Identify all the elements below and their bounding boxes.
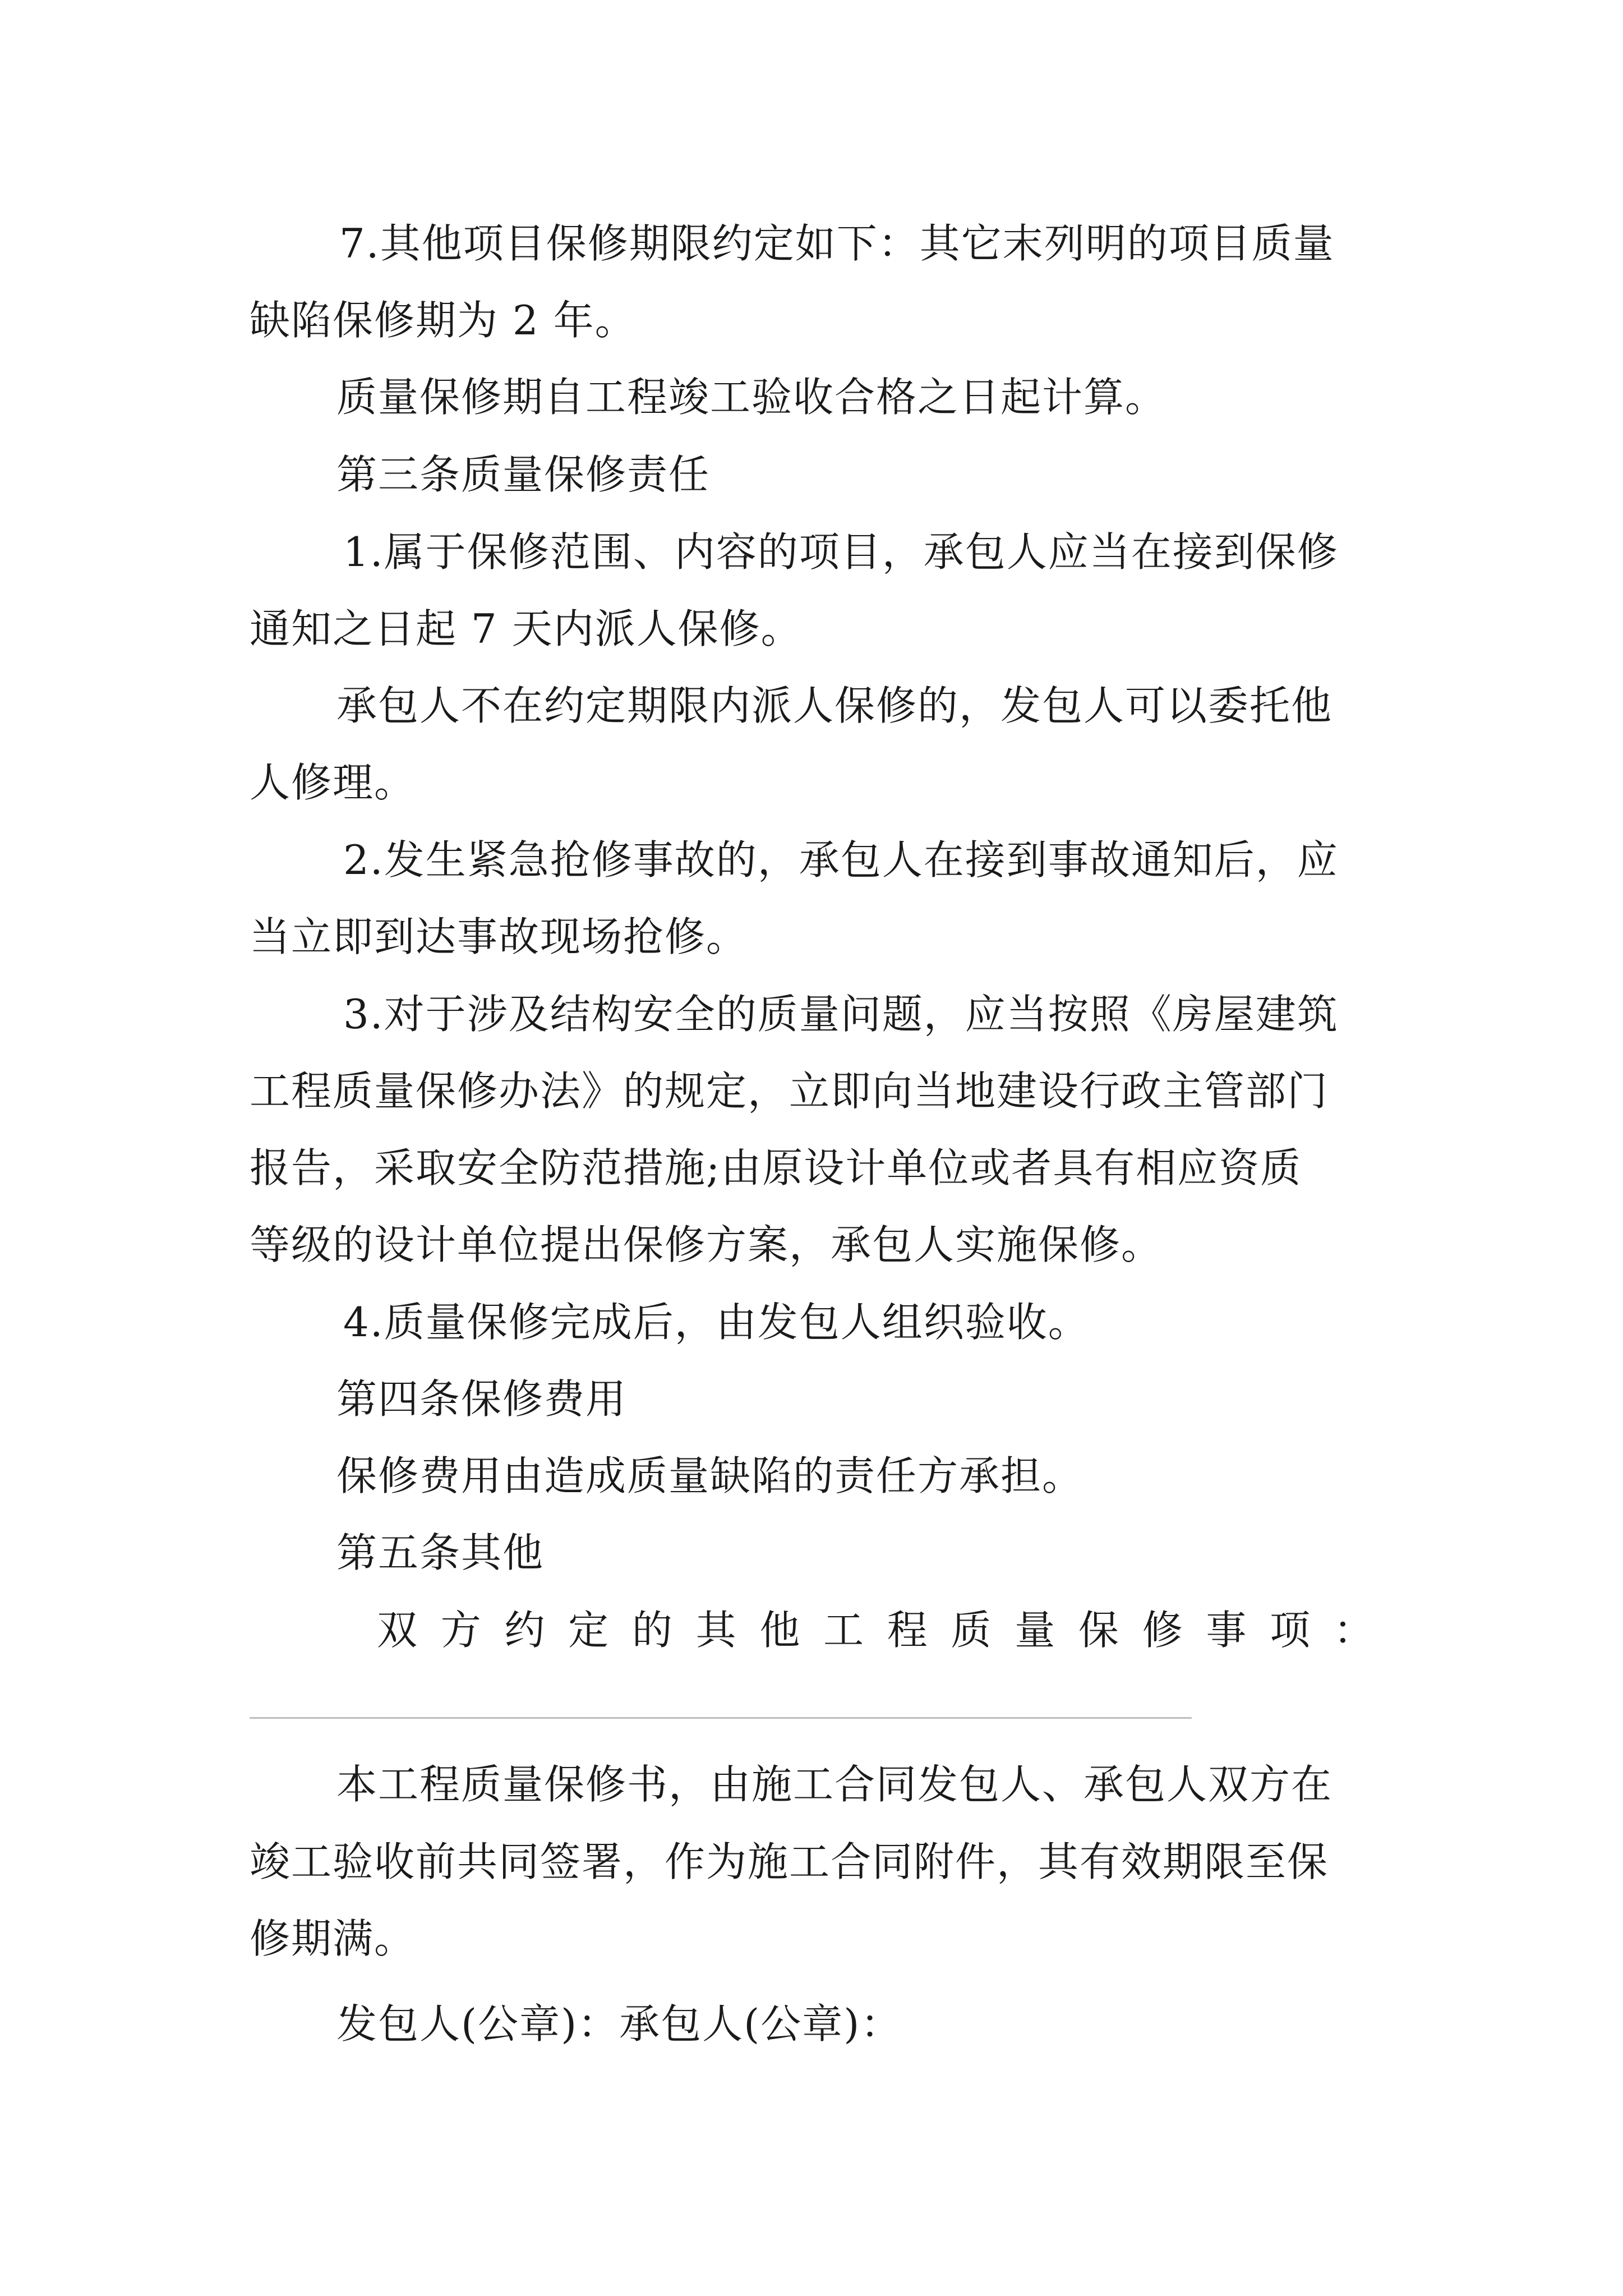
warranty-start-paragraph: 质量保修期自工程竣工验收合格之日起计算。 xyxy=(336,374,1167,421)
clause-7-line-2: 缺陷保修期为 2 年。 xyxy=(250,297,637,344)
closing-paragraph-line-1: 本工程质量保修书，由施工合同发包人、承包人双方在 xyxy=(336,1761,1333,1808)
other-matters-char: 修 xyxy=(1142,1607,1184,1654)
delegation-paragraph-line-2: 人修理。 xyxy=(250,759,416,806)
other-matters-char: 他 xyxy=(759,1607,801,1654)
article-3-item-1-line-1: 1.属于保修范围、内容的项目，承包人应当在接到保修 xyxy=(343,528,1339,576)
other-matters-char: 约 xyxy=(504,1607,546,1654)
article-3-item-3-line-1: 3.对于涉及结构安全的质量问题，应当按照《房屋建筑 xyxy=(343,991,1339,1038)
delegation-paragraph-line-1: 承包人不在约定期限内派人保修的，发包人可以委托他 xyxy=(336,682,1333,729)
other-matters-char: 双 xyxy=(377,1607,419,1654)
other-matters-char: 其 xyxy=(695,1607,737,1654)
article-3-item-2-line-2: 当立即到达事故现场抢修。 xyxy=(250,913,748,960)
other-matters-char: 保 xyxy=(1078,1607,1120,1654)
article-4-paragraph: 保修费用由造成质量缺陷的责任方承担。 xyxy=(336,1452,1084,1499)
other-matters-char: 项 xyxy=(1270,1607,1312,1654)
article-3-heading: 第三条质量保修责任 xyxy=(336,451,711,498)
signature-line: 发包人(公章)：承包人(公章)： xyxy=(336,2000,902,2047)
other-matters-char: 质 xyxy=(951,1607,993,1654)
other-matters-char: 的 xyxy=(631,1607,674,1654)
article-3-item-4: 4.质量保修完成后，由发包人组织验收。 xyxy=(343,1299,1090,1346)
article-3-item-3-line-3: 报告，采取安全防范措施;由原设计单位或者具有相应资质 xyxy=(250,1144,1302,1191)
closing-paragraph-line-3: 修期满。 xyxy=(250,1915,416,1962)
clause-7-line-1: 7.其他项目保修期限约定如下：其它末列明的项目质量 xyxy=(339,220,1335,267)
other-matters-char: 方 xyxy=(440,1607,482,1654)
other-matters-char: 定 xyxy=(568,1607,610,1654)
other-matters-line xyxy=(377,1607,1375,1654)
other-matters-char: 量 xyxy=(1015,1607,1057,1654)
article-3-item-3-line-2: 工程质量保修办法》的规定，立即向当地建设行政主管部门 xyxy=(250,1068,1329,1115)
closing-paragraph-line-2: 竣工验收前共同签署，作为施工合同附件，其有效期限至保 xyxy=(250,1838,1329,1885)
article-3-item-3-line-4: 等级的设计单位提出保修方案，承包人实施保修。 xyxy=(250,1221,1163,1268)
other-matters-char: 程 xyxy=(887,1607,929,1654)
fill-in-underline xyxy=(250,1717,1192,1719)
article-5-heading: 第五条其他 xyxy=(336,1529,545,1576)
article-3-item-1-line-2: 通知之日起 7 天内派人保修。 xyxy=(250,605,803,652)
other-matters-char: 工 xyxy=(823,1607,865,1654)
other-matters-char: ： xyxy=(1333,1607,1375,1654)
article-4-heading: 第四条保修费用 xyxy=(336,1375,628,1423)
article-3-item-2-line-1: 2.发生紧急抢修事故的，承包人在接到事故通知后，应 xyxy=(343,836,1339,884)
other-matters-char: 事 xyxy=(1206,1607,1248,1654)
